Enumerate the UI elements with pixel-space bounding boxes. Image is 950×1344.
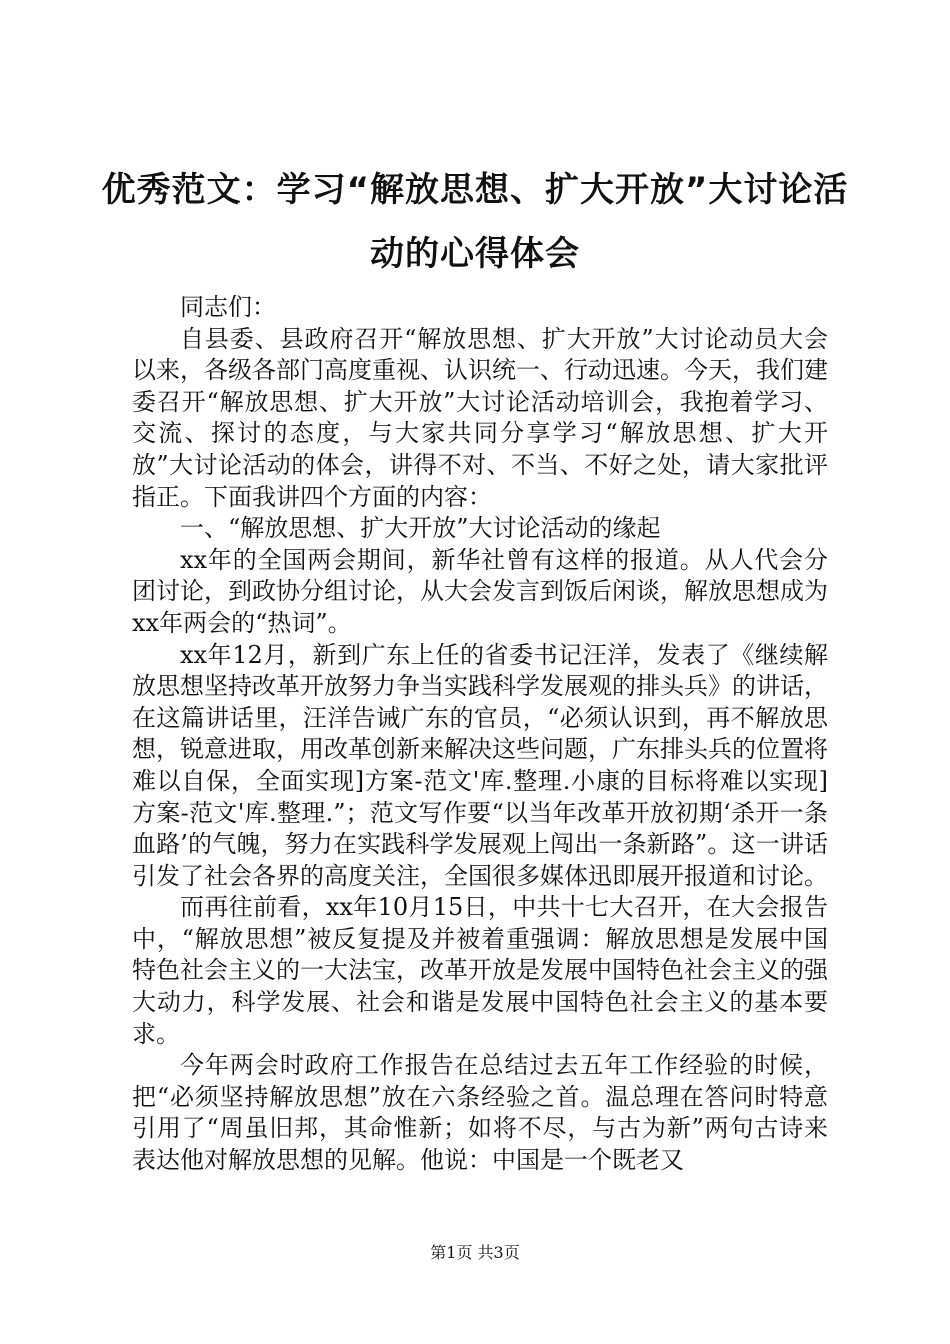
salutation-paragraph: 同志们：	[180, 293, 276, 321]
document-body	[132, 292, 828, 1177]
body-paragraph: 今年两会时政府工作报告在总结过去五年工作经验的时候，把“必须坚持解放思想”放在六条经验之首。温总理在答问时特意引用了“周虽旧邦，其命惟新；如将不尽，与古为新”两句古诗来表达他对解放思想的见解。他说：中国是一个既老又	[132, 1051, 828, 1175]
page-number-footer: 第1页 共3页	[430, 1243, 520, 1262]
body-paragraph: xx年12月，新到广东上任的省委书记汪洋，发表了《继续解放思想坚持改革开放努力争当实践科学发展观的排头兵》的讲话，在这篇讲话里，汪洋告诫广东的官员，“必须认识到，再不解放思想，锐意进取，用改革创新来解决这些问题，广东排头兵的位置将难以自保，全面实现]方案-范文'库.整理.小康的目标将难以实现]方案-范文'库.整理.”；范文写作要“以当年改革开放初期‘杀开一条血路’的气魄，努力在实践科学发展观上闯出一条新路”。这一讲话引发了社会各界的高度关注，全国很多媒体迅即展开报道和讨论。	[132, 640, 828, 890]
body-paragraph: 自县委、县政府召开“解放思想、扩大开放”大讨论动员大会以来，各级各部门高度重视、认识统一、行动迅速。今天，我们建委召开“解放思想、扩大开放”大讨论活动培训会，我抱着学习、交流、探讨的态度，与大家共同分享学习“解放思想、扩大开放”大讨论活动的体会，讲得不对、不当、不好之处，请大家批评指正。下面我讲四个方面的内容：	[132, 324, 828, 511]
body-paragraph: xx年的全国两会期间，新华社曾有这样的报道。从人代会分团讨论，到政协分组讨论，从大会发言到饭后闲谈，解放思想成为xx年两会的“热词”。	[132, 545, 828, 637]
document-title: 优秀范文：学习“解放思想、扩大开放”大讨论活动的心得体会	[101, 170, 849, 274]
section-heading: 一、“解放思想、扩大开放”大讨论活动的缘起	[180, 514, 661, 543]
body-paragraph: 而再往前看，xx年10月15日，中共十七大召开，在大会报告中，“解放思想”被反复提及并被着重强调：解放思想是发展中国特色社会主义的一大法宝，改革开放是发展中国特色社会主义的强大动力，科学发展、社会和谐是发展中国特色社会主义的基本要求。	[132, 893, 828, 1048]
